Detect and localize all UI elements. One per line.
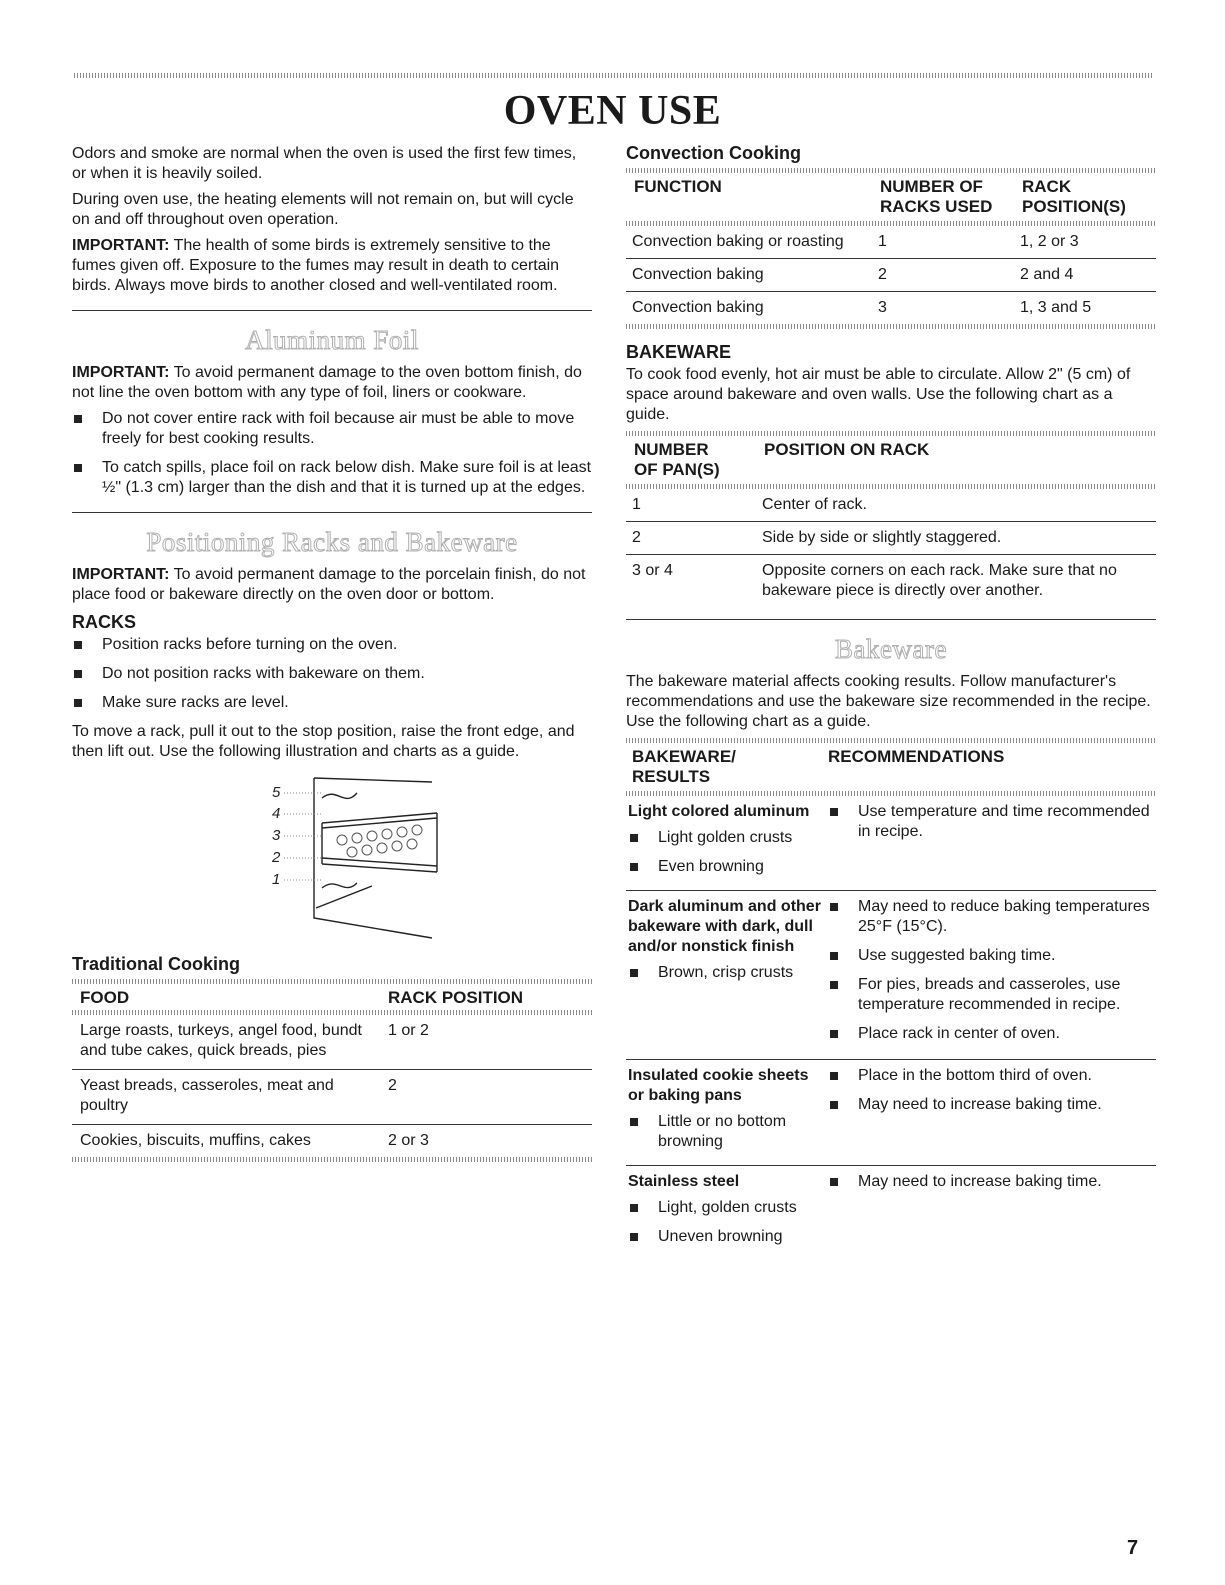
table-header-row <box>626 173 1156 221</box>
list-item-text: Make sure racks are level. <box>102 694 289 711</box>
recommendation-item <box>828 897 1156 937</box>
section-divider <box>72 512 592 513</box>
bakeware-name: Dark aluminum and other bakeware with dark, dull and/or nonstick finish <box>628 898 821 955</box>
table-row <box>626 292 1156 325</box>
function-cell: Convection baking or roasting <box>632 233 844 250</box>
recommendation-text: May need to increase baking time. <box>858 1096 1102 1113</box>
function-cell: Convection baking <box>632 266 764 283</box>
traditional-cooking-table <box>72 984 592 1010</box>
list-item <box>72 409 592 449</box>
result-item <box>628 963 824 983</box>
list-item <box>72 635 592 655</box>
rack-cell: 2 <box>388 1077 397 1094</box>
col-rack-positions-line2: POSITION(S) <box>1022 197 1126 216</box>
recommendation-item <box>828 1024 1156 1044</box>
food-cell: Yeast breads, casseroles, meat and poultry <box>80 1077 334 1114</box>
bakeware-cell <box>626 891 828 1060</box>
bullet-icon <box>74 699 82 707</box>
bullet-icon <box>630 863 638 871</box>
recommendation-item <box>828 975 1156 1015</box>
list-item-text: To catch spills, place foil on rack below dish. Make sure foil is at least ½" (1.3 cm) larger than the dish and that it is turned up at the edges. <box>102 459 592 496</box>
table-bottom-rule <box>72 1157 592 1162</box>
bakeware-section-intro: The bakeware material affects cooking results. Follow manufacturer's recommendations and use the bakeware size recommended in the recipe. Use the following chart as a guide. <box>626 673 1151 730</box>
convection-header <box>626 173 1156 221</box>
section-divider <box>72 310 592 311</box>
bakeware-header <box>626 743 1156 791</box>
rack-number-4: 4 <box>272 805 281 822</box>
table-row <box>72 1070 592 1125</box>
bullet-icon <box>74 415 82 423</box>
bullet-icon <box>830 981 838 989</box>
bakeware-title: Bakeware <box>835 634 947 664</box>
bullet-icon <box>830 1030 838 1038</box>
recommendations-cell <box>828 796 1156 891</box>
list-item-text: Do not cover entire rack with foil because air must be able to move freely for best cooking results. <box>102 410 575 447</box>
bullet-icon <box>830 1072 838 1080</box>
col-food: FOOD <box>80 988 130 1007</box>
rack-number-5: 5 <box>272 784 281 801</box>
bullet-icon <box>630 969 638 977</box>
intro-paragraph-2: During oven use, the heating elements will not remain on, but will cycle on and off throughout oven operation. <box>72 191 574 228</box>
recommendation-item <box>828 946 1156 966</box>
table-row <box>626 1060 1156 1166</box>
rack-position-illustration <box>72 768 592 943</box>
recommendation-item <box>828 802 1156 842</box>
bullet-icon <box>830 952 838 960</box>
recommendation-text: Use suggested baking time. <box>858 947 1056 964</box>
function-cell: Convection baking <box>632 299 764 316</box>
traditional-cooking-rows <box>72 1015 592 1157</box>
bakeware-name: Light colored aluminum <box>628 803 810 820</box>
col-function: FUNCTION <box>634 177 722 196</box>
table-row <box>72 1125 592 1158</box>
number-cell: 2 <box>632 529 641 546</box>
racks-cell: 3 <box>878 299 887 316</box>
food-cell: Large roasts, turkeys, angel food, bundt and tube cakes, quick breads, pies <box>80 1022 362 1059</box>
recommendation-text: For pies, breads and casseroles, use temperature recommended in recipe. <box>858 976 1121 1013</box>
bakeware-cell <box>626 796 828 891</box>
aluminum-foil-important <box>72 363 592 403</box>
important-birds-text: The health of some birds is extremely sensitive to the fumes given off. Exposure to the fumes may result in death to certain birds. Always move birds to another closed and well-ventilated room. <box>72 237 560 294</box>
positioning-title: Positioning Racks and Bakeware <box>146 527 518 557</box>
col-rack-positions <box>1022 173 1156 221</box>
col-number-of-racks <box>880 173 1022 221</box>
col-results-line2: RESULTS <box>632 767 711 786</box>
recommendation-text: Place in the bottom third of oven. <box>858 1067 1092 1084</box>
number-cell: 1 <box>632 496 641 513</box>
page-number: 7 <box>1127 1537 1139 1559</box>
result-item <box>628 1112 824 1152</box>
table-row <box>626 226 1156 259</box>
page-title: OVEN USE <box>503 88 722 134</box>
rack-number-1: 1 <box>272 871 281 888</box>
number-cell: 3 or 4 <box>632 562 673 579</box>
list-item-text: Position racks before turning on the oven. <box>102 636 398 653</box>
col-rack-position: RACK POSITION <box>388 988 524 1007</box>
positioning-important-text: To avoid permanent damage to the porcelain finish, do not place food or bakeware directly on the oven door or bottom. <box>72 566 586 603</box>
traditional-cooking-heading: Traditional Cooking <box>72 954 241 974</box>
recommendation-item <box>828 1172 1156 1192</box>
bullet-icon <box>630 1118 638 1126</box>
bakeware-heading: BAKEWARE <box>626 342 732 362</box>
table-row <box>626 891 1156 1060</box>
bakeware-cell <box>626 1060 828 1166</box>
bakeware-name: Insulated cookie sheets or baking pans <box>628 1067 809 1104</box>
rack-cell: 2 or 3 <box>388 1132 429 1149</box>
bullet-icon <box>630 1204 638 1212</box>
racks-cell: 1 <box>878 233 887 250</box>
pans-header <box>626 436 1156 484</box>
rack-number-3: 3 <box>272 827 281 844</box>
recommendation-item <box>828 1095 1156 1115</box>
section-divider <box>626 619 1156 620</box>
col-number-of-racks-line1: NUMBER OF <box>880 177 983 196</box>
recommendation-text: Use temperature and time recommended in recipe. <box>858 803 1150 840</box>
bullet-icon <box>830 1101 838 1109</box>
positions-cell: 1, 2 or 3 <box>1020 233 1079 250</box>
position-cell: Center of rack. <box>762 496 867 513</box>
important-label: IMPORTANT: <box>72 566 170 583</box>
result-item <box>628 857 824 877</box>
rack-cell: 1 or 2 <box>388 1022 429 1039</box>
recommendation-text: May need to reduce baking temperatures 25°F (15°C). <box>858 898 1150 935</box>
result-text: Brown, crisp crusts <box>658 964 794 981</box>
col-results-line1: BAKEWARE/ <box>632 747 736 766</box>
oven-rack-diagram <box>72 768 592 943</box>
table-row <box>626 489 1156 522</box>
result-text: Even browning <box>658 858 764 875</box>
positions-cell: 2 and 4 <box>1020 266 1074 283</box>
rack-number-2: 2 <box>272 849 281 866</box>
bakeware-name: Stainless steel <box>628 1173 740 1190</box>
col-recommendations: RECOMMENDATIONS <box>828 747 1005 766</box>
recommendation-item <box>828 1066 1156 1086</box>
table-row <box>626 1166 1156 1261</box>
table-bottom-rule <box>626 324 1156 329</box>
bullet-icon <box>830 808 838 816</box>
position-cell: Side by side or slightly staggered. <box>762 529 1002 546</box>
bullet-icon <box>630 834 638 842</box>
recommendations-cell <box>828 1060 1156 1166</box>
position-cell: Opposite corners on each rack. Make sure that no bakeware piece is directly over another. <box>762 562 1117 599</box>
table-row <box>626 555 1156 620</box>
top-rule <box>74 73 1154 78</box>
bakeware-cell <box>626 1166 828 1261</box>
result-item <box>628 828 824 848</box>
table-header-row <box>72 984 592 1010</box>
aluminum-foil-important-text: To avoid permanent damage to the oven bottom finish, do not line the oven bottom with any type of foil, liners or cookware. <box>72 364 582 401</box>
table-row <box>72 1015 592 1070</box>
bullet-icon <box>830 1178 838 1186</box>
table-header-row <box>626 436 1156 484</box>
bullet-icon <box>630 1233 638 1241</box>
recommendations-cell <box>828 1166 1156 1261</box>
col-number-line2: OF PAN(S) <box>634 460 720 479</box>
convection-cooking-heading: Convection Cooking <box>626 143 801 163</box>
col-rack-positions-line1: RACK <box>1022 177 1072 196</box>
recommendations-cell <box>828 891 1156 1060</box>
col-number-of-pans <box>626 436 764 484</box>
col-position-on-rack: POSITION ON RACK <box>764 440 930 459</box>
right-column <box>626 142 1156 1260</box>
list-item-text: Do not position racks with bakeware on them. <box>102 665 425 682</box>
intro-paragraph-1: Odors and smoke are normal when the oven is used the first few times, or when it is heavily soiled. <box>72 145 577 182</box>
result-text: Light, golden crusts <box>658 1199 797 1216</box>
aluminum-foil-title: Aluminum Foil <box>245 325 419 355</box>
result-text: Light golden crusts <box>658 829 793 846</box>
table-row <box>626 796 1156 891</box>
bullet-icon <box>74 670 82 678</box>
recommendation-text: May need to increase baking time. <box>858 1173 1102 1190</box>
list-item <box>72 664 592 684</box>
bullet-icon <box>830 903 838 911</box>
important-label: IMPORTANT: <box>72 364 170 381</box>
convection-cooking-table <box>626 226 1156 324</box>
result-text: Uneven browning <box>658 1228 783 1245</box>
racks-heading: RACKS <box>72 612 137 632</box>
important-label: IMPORTANT: <box>72 237 170 254</box>
list-item <box>72 693 592 713</box>
bullet-icon <box>74 641 82 649</box>
move-rack-text: To move a rack, pull it out to the stop position, raise the front edge, and then lift out. Use the following illustration and charts as a guide. <box>72 723 575 760</box>
bakeware-intro: To cook food evenly, hot air must be able to circulate. Allow 2" (5 cm) of space around bakeware and oven walls. Use the following chart as a guide. <box>626 366 1131 423</box>
table-header-row <box>626 743 1156 791</box>
positioning-important <box>72 565 592 605</box>
bakeware-table <box>626 796 1156 1260</box>
col-number-line1: NUMBER <box>634 440 709 459</box>
list-item <box>72 458 592 498</box>
bullet-icon <box>74 464 82 472</box>
racks-cell: 2 <box>878 266 887 283</box>
result-text: Little or no bottom browning <box>658 1113 787 1150</box>
col-number-of-racks-line2: RACKS USED <box>880 197 993 216</box>
pans-table <box>626 489 1156 619</box>
result-item <box>628 1227 824 1247</box>
positions-cell: 1, 3 and 5 <box>1020 299 1092 316</box>
table-row <box>626 522 1156 555</box>
important-birds <box>72 236 592 296</box>
food-cell: Cookies, biscuits, muffins, cakes <box>80 1132 311 1149</box>
result-item <box>628 1198 824 1218</box>
recommendation-text: Place rack in center of oven. <box>858 1025 1060 1042</box>
table-row <box>626 259 1156 292</box>
left-column <box>72 144 592 1162</box>
col-bakeware-results <box>626 743 828 791</box>
